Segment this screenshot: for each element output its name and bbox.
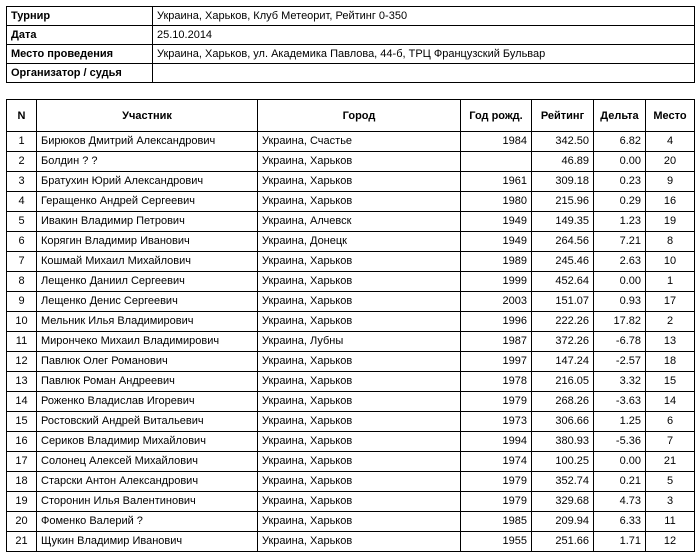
- place: 4: [646, 132, 695, 152]
- participant-name: Фоменко Валерий ?: [37, 512, 258, 532]
- participant-name: Сериков Владимир Михайлович: [37, 432, 258, 452]
- rating: 309.18: [532, 172, 594, 192]
- participant-name: Старски Антон Александрович: [37, 472, 258, 492]
- birth-year: 1979: [461, 472, 532, 492]
- organizer-value: [153, 64, 695, 83]
- place: 12: [646, 532, 695, 552]
- birth-year: 1979: [461, 492, 532, 512]
- birth-year: 1978: [461, 372, 532, 392]
- participant-name: Сторонин Илья Валентинович: [37, 492, 258, 512]
- birth-year: 1996: [461, 312, 532, 332]
- participant-city: Украина, Харьков: [258, 352, 461, 372]
- participant-city: Украина, Харьков: [258, 152, 461, 172]
- participant-name: Ростовский Андрей Витальевич: [37, 412, 258, 432]
- date-label: Дата: [7, 26, 153, 45]
- birth-year: 1979: [461, 392, 532, 412]
- participant-city: Украина, Харьков: [258, 272, 461, 292]
- table-row: [7, 352, 695, 372]
- table-row: [7, 532, 695, 552]
- birth-year: 1987: [461, 332, 532, 352]
- table-row: [7, 492, 695, 512]
- rating: 342.50: [532, 132, 594, 152]
- participant-city: Украина, Счастье: [258, 132, 461, 152]
- row-number: 19: [7, 492, 37, 512]
- rating: 216.05: [532, 372, 594, 392]
- birth-year: 1997: [461, 352, 532, 372]
- info-row-tournament: [7, 7, 695, 26]
- table-row: [7, 232, 695, 252]
- participant-city: Украина, Харьков: [258, 292, 461, 312]
- participant-city: Украина, Алчевск: [258, 212, 461, 232]
- birth-year: 1984: [461, 132, 532, 152]
- place: 18: [646, 352, 695, 372]
- row-number: 6: [7, 232, 37, 252]
- table-row: [7, 372, 695, 392]
- rating: 245.46: [532, 252, 594, 272]
- participant-name: Щукин Владимир Иванович: [37, 532, 258, 552]
- header-rating: Рейтинг: [532, 100, 594, 132]
- rating: 46.89: [532, 152, 594, 172]
- row-number: 8: [7, 272, 37, 292]
- participant-city: Украина, Харьков: [258, 472, 461, 492]
- place: 16: [646, 192, 695, 212]
- birth-year: 1989: [461, 252, 532, 272]
- participant-name: Корягин Владимир Иванович: [37, 232, 258, 252]
- header-number: N: [7, 100, 37, 132]
- birth-year: 1974: [461, 452, 532, 472]
- participant-name: Павлюк Роман Андреевич: [37, 372, 258, 392]
- delta: 0.00: [594, 272, 646, 292]
- rating: 268.26: [532, 392, 594, 412]
- row-number: 3: [7, 172, 37, 192]
- row-number: 17: [7, 452, 37, 472]
- delta: 0.00: [594, 452, 646, 472]
- participant-city: Украина, Харьков: [258, 532, 461, 552]
- table-row: [7, 152, 695, 172]
- row-number: 21: [7, 532, 37, 552]
- row-number: 2: [7, 152, 37, 172]
- tournament-value: Украина, Харьков, Клуб Метеорит, Рейтинг 0-350: [153, 7, 695, 26]
- results-table: [6, 99, 695, 552]
- delta: 1.25: [594, 412, 646, 432]
- participant-name: Роженко Владислав Игоревич: [37, 392, 258, 412]
- participant-name: Геращенко Андрей Сергеевич: [37, 192, 258, 212]
- results-header-row: [7, 100, 695, 132]
- delta: -3.63: [594, 392, 646, 412]
- participant-name: Солонец Алексей Михайлович: [37, 452, 258, 472]
- place: 3: [646, 492, 695, 512]
- header-birth-year: Год рожд.: [461, 100, 532, 132]
- participant-city: Украина, Харьков: [258, 172, 461, 192]
- participant-city: Украина, Харьков: [258, 392, 461, 412]
- info-row-date: [7, 26, 695, 45]
- rating: 251.66: [532, 532, 594, 552]
- delta: 2.63: [594, 252, 646, 272]
- participant-city: Украина, Харьков: [258, 252, 461, 272]
- place: 5: [646, 472, 695, 492]
- participant-name: Лещенко Денис Сергеевич: [37, 292, 258, 312]
- delta: -5.36: [594, 432, 646, 452]
- delta: 1.71: [594, 532, 646, 552]
- place: 13: [646, 332, 695, 352]
- participant-name: Мельник Илья Владимирович: [37, 312, 258, 332]
- rating: 306.66: [532, 412, 594, 432]
- birth-year: 1985: [461, 512, 532, 532]
- delta: 0.23: [594, 172, 646, 192]
- header-city: Город: [258, 100, 461, 132]
- birth-year: 1955: [461, 532, 532, 552]
- participant-city: Украина, Харьков: [258, 412, 461, 432]
- rating: 222.26: [532, 312, 594, 332]
- row-number: 11: [7, 332, 37, 352]
- row-number: 14: [7, 392, 37, 412]
- rating: 380.93: [532, 432, 594, 452]
- table-row: [7, 292, 695, 312]
- participant-name: Кошмай Михаил Михайлович: [37, 252, 258, 272]
- rating: 100.25: [532, 452, 594, 472]
- table-row: [7, 332, 695, 352]
- table-row: [7, 512, 695, 532]
- delta: -6.78: [594, 332, 646, 352]
- participant-name: Мирончеко Михаил Владимирович: [37, 332, 258, 352]
- participant-name: Бирюков Дмитрий Александрович: [37, 132, 258, 152]
- place: 6: [646, 412, 695, 432]
- table-row: [7, 412, 695, 432]
- birth-year: [461, 152, 532, 172]
- participant-city: Украина, Харьков: [258, 372, 461, 392]
- participant-name: Павлюк Олег Романович: [37, 352, 258, 372]
- place: 15: [646, 372, 695, 392]
- participant-name: Братухин Юрий Александрович: [37, 172, 258, 192]
- participant-city: Украина, Харьков: [258, 432, 461, 452]
- delta: 6.82: [594, 132, 646, 152]
- organizer-label: Организатор / судья: [7, 64, 153, 83]
- participant-city: Украина, Харьков: [258, 512, 461, 532]
- delta: 1.23: [594, 212, 646, 232]
- place: 20: [646, 152, 695, 172]
- table-row: [7, 172, 695, 192]
- participant-name: Ивакин Владимир Петрович: [37, 212, 258, 232]
- row-number: 9: [7, 292, 37, 312]
- delta: 17.82: [594, 312, 646, 332]
- birth-year: 1949: [461, 212, 532, 232]
- birth-year: 1961: [461, 172, 532, 192]
- rating: 147.24: [532, 352, 594, 372]
- table-row: [7, 432, 695, 452]
- results-body: [7, 132, 695, 552]
- header-delta: Дельта: [594, 100, 646, 132]
- place: 1: [646, 272, 695, 292]
- table-row: [7, 212, 695, 232]
- table-row: [7, 272, 695, 292]
- place: 17: [646, 292, 695, 312]
- row-number: 15: [7, 412, 37, 432]
- place: 8: [646, 232, 695, 252]
- rating: 329.68: [532, 492, 594, 512]
- place: 11: [646, 512, 695, 532]
- place: 14: [646, 392, 695, 412]
- participant-city: Украина, Харьков: [258, 312, 461, 332]
- place: 10: [646, 252, 695, 272]
- venue-label: Место проведения: [7, 45, 153, 64]
- place: 19: [646, 212, 695, 232]
- tournament-info-table: [6, 6, 695, 83]
- table-row: [7, 452, 695, 472]
- row-number: 4: [7, 192, 37, 212]
- participant-city: Украина, Харьков: [258, 452, 461, 472]
- participant-name: Болдин ? ?: [37, 152, 258, 172]
- delta: 7.21: [594, 232, 646, 252]
- rating: 352.74: [532, 472, 594, 492]
- row-number: 12: [7, 352, 37, 372]
- info-row-venue: [7, 45, 695, 64]
- place: 2: [646, 312, 695, 332]
- date-value: 25.10.2014: [153, 26, 695, 45]
- delta: 0.93: [594, 292, 646, 312]
- rating: 264.56: [532, 232, 594, 252]
- birth-year: 1973: [461, 412, 532, 432]
- delta: 0.29: [594, 192, 646, 212]
- place: 9: [646, 172, 695, 192]
- participant-city: Украина, Харьков: [258, 492, 461, 512]
- birth-year: 1980: [461, 192, 532, 212]
- birth-year: 1999: [461, 272, 532, 292]
- table-row: [7, 312, 695, 332]
- participant-city: Украина, Лубны: [258, 332, 461, 352]
- rating: 149.35: [532, 212, 594, 232]
- row-number: 13: [7, 372, 37, 392]
- row-number: 7: [7, 252, 37, 272]
- row-number: 20: [7, 512, 37, 532]
- delta: -2.57: [594, 352, 646, 372]
- row-number: 5: [7, 212, 37, 232]
- header-participant: Участник: [37, 100, 258, 132]
- delta: 0.00: [594, 152, 646, 172]
- rating: 372.26: [532, 332, 594, 352]
- place: 21: [646, 452, 695, 472]
- delta: 3.32: [594, 372, 646, 392]
- row-number: 10: [7, 312, 37, 332]
- rating: 151.07: [532, 292, 594, 312]
- row-number: 1: [7, 132, 37, 152]
- tournament-label: Турнир: [7, 7, 153, 26]
- table-row: [7, 132, 695, 152]
- table-row: [7, 252, 695, 272]
- rating: 452.64: [532, 272, 594, 292]
- table-row: [7, 192, 695, 212]
- rating: 215.96: [532, 192, 594, 212]
- participant-name: Лещенко Даниил Сергеевич: [37, 272, 258, 292]
- row-number: 18: [7, 472, 37, 492]
- birth-year: 1994: [461, 432, 532, 452]
- participant-city: Украина, Донецк: [258, 232, 461, 252]
- delta: 6.33: [594, 512, 646, 532]
- delta: 4.73: [594, 492, 646, 512]
- birth-year: 1949: [461, 232, 532, 252]
- participant-city: Украина, Харьков: [258, 192, 461, 212]
- place: 7: [646, 432, 695, 452]
- venue-value: Украина, Харьков, ул. Академика Павлова, 44-б, ТРЦ Французский Бульвар: [153, 45, 695, 64]
- delta: 0.21: [594, 472, 646, 492]
- birth-year: 2003: [461, 292, 532, 312]
- rating: 209.94: [532, 512, 594, 532]
- info-row-organizer: [7, 64, 695, 83]
- header-place: Место: [646, 100, 695, 132]
- table-row: [7, 472, 695, 492]
- table-row: [7, 392, 695, 412]
- row-number: 16: [7, 432, 37, 452]
